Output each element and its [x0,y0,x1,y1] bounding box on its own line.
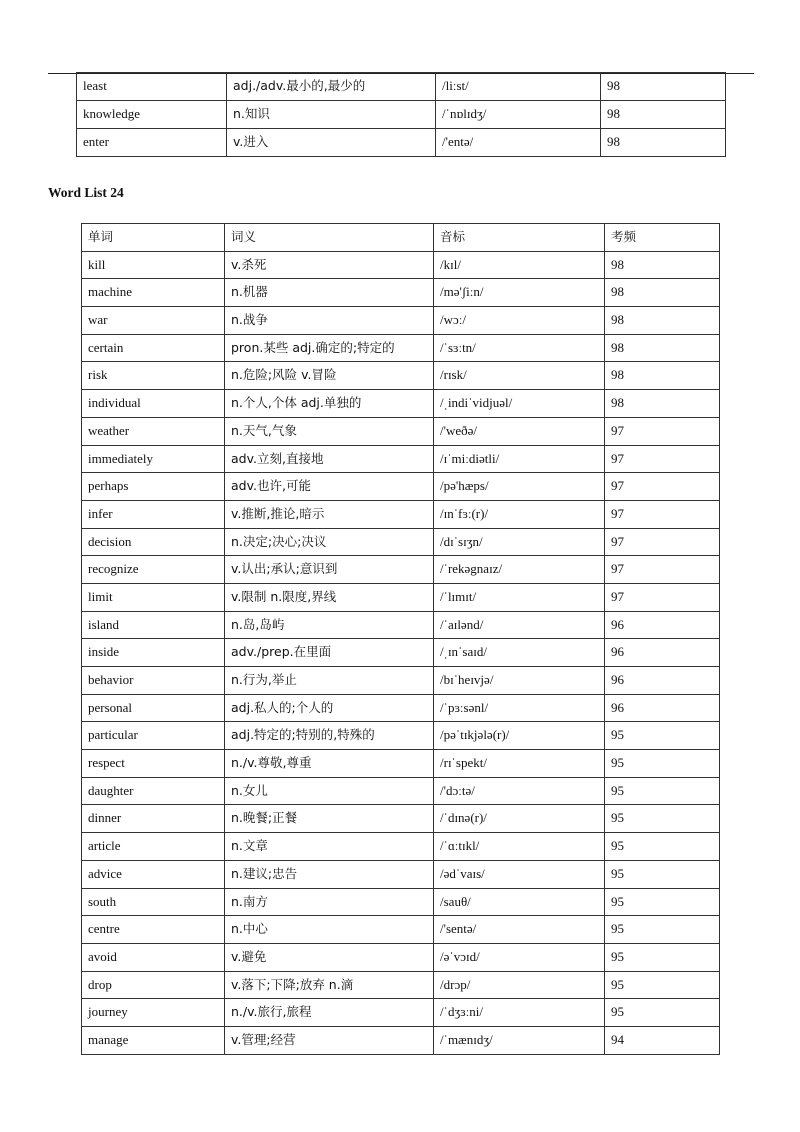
phonetic-cell: /rɪˈspekt/ [434,750,605,778]
word-cell: limit [82,583,225,611]
meaning-cell: v.管理;经营 [225,1026,434,1054]
table-row [82,971,720,999]
phonetic-cell: /ˈɑːtɪkl/ [434,833,605,861]
frequency-cell: 98 [605,279,720,307]
meaning-cell: n./v.旅行,旅程 [225,999,434,1027]
frequency-cell: 95 [605,833,720,861]
word-cell: personal [82,694,225,722]
table-row [82,362,720,390]
meaning-cell: pron.某些 adj.确定的;特定的 [225,334,434,362]
phonetic-cell: /drɔp/ [434,971,605,999]
word-cell: south [82,888,225,916]
phonetic-cell: /ˌindiˈvidjuəl/ [434,390,605,418]
phonetic-cell: /ədˈvaɪs/ [434,860,605,888]
table-row [82,334,720,362]
frequency-cell: 95 [605,722,720,750]
phonetic-cell: /ˈrekəgnaɪz/ [434,556,605,584]
phonetic-cell: /mə'ʃiːn/ [434,279,605,307]
table-row [82,473,720,501]
table-row [82,583,720,611]
table-row [82,417,720,445]
phonetic-cell: /'dɔːtə/ [434,777,605,805]
table-row [82,1026,720,1054]
frequency-cell: 98 [605,334,720,362]
table-row [82,307,720,335]
word-cell: decision [82,528,225,556]
table-row [77,129,726,157]
meaning-cell: v.避免 [225,943,434,971]
phonetic-cell: /dɪˈsɪʒn/ [434,528,605,556]
meaning-cell: n.南方 [225,888,434,916]
phonetic-cell: /ˈpɜːsənl/ [434,694,605,722]
frequency-cell: 98 [601,73,726,101]
frequency-cell: 97 [605,473,720,501]
header-meaning: 词义 [225,224,434,252]
phonetic-cell: /kɪl/ [434,251,605,279]
phonetic-cell: /pəˈtɪkjələ(r)/ [434,722,605,750]
meaning-cell: adj./adv.最小的,最少的 [227,73,436,101]
word-cell: dinner [82,805,225,833]
phonetic-cell: /liːst/ [436,73,601,101]
frequency-cell: 95 [605,943,720,971]
phonetic-cell: /ˈsɜːtn/ [434,334,605,362]
table-row [82,611,720,639]
frequency-cell: 98 [605,362,720,390]
meaning-cell: adj.私人的;个人的 [225,694,434,722]
meaning-cell: adv./prep.在里面 [225,639,434,667]
meaning-cell: v.认出;承认;意识到 [225,556,434,584]
table-row [82,528,720,556]
phonetic-cell: /ˈlɪmɪt/ [434,583,605,611]
frequency-cell: 96 [605,639,720,667]
frequency-cell: 96 [605,694,720,722]
word-cell: kill [82,251,225,279]
table-row [82,943,720,971]
word-cell: weather [82,417,225,445]
table-row [82,722,720,750]
word-cell: island [82,611,225,639]
phonetic-cell: /rɪsk/ [434,362,605,390]
phonetic-cell: /ˈnɒlɪdʒ/ [436,101,601,129]
vocab-table-continued [76,72,726,157]
table-row [82,694,720,722]
frequency-cell: 95 [605,777,720,805]
phonetic-cell: /'sentə/ [434,916,605,944]
word-cell: respect [82,750,225,778]
phonetic-cell: /ˈaɪlənd/ [434,611,605,639]
meaning-cell: n.行为,举止 [225,667,434,695]
word-cell: war [82,307,225,335]
frequency-cell: 97 [605,417,720,445]
word-cell: individual [82,390,225,418]
meaning-cell: n.女儿 [225,777,434,805]
table-row [82,916,720,944]
word-cell: recognize [82,556,225,584]
frequency-cell: 97 [605,583,720,611]
table-row [82,390,720,418]
frequency-cell: 97 [605,556,720,584]
word-cell: advice [82,860,225,888]
meaning-cell: n.晚餐;正餐 [225,805,434,833]
table-row [82,500,720,528]
word-cell: enter [77,129,227,157]
table-row [82,556,720,584]
table-row [82,750,720,778]
meaning-cell: n.知识 [227,101,436,129]
phonetic-cell: /ˈmænɪdʒ/ [434,1026,605,1054]
word-cell: immediately [82,445,225,473]
word-cell: certain [82,334,225,362]
meaning-cell: n./v.尊敬,尊重 [225,750,434,778]
table-row [77,73,726,101]
meaning-cell: n.机器 [225,279,434,307]
phonetic-cell: /ˈdʒɜːni/ [434,999,605,1027]
frequency-cell: 97 [605,528,720,556]
phonetic-cell: /'weðə/ [434,417,605,445]
table-row [82,667,720,695]
meaning-cell: v.进入 [227,129,436,157]
frequency-cell: 95 [605,916,720,944]
frequency-cell: 95 [605,860,720,888]
table-row [82,445,720,473]
word-cell: least [77,73,227,101]
phonetic-cell: /bɪˈheɪvjə/ [434,667,605,695]
meaning-cell: n.个人,个体 adj.单独的 [225,390,434,418]
word-cell: knowledge [77,101,227,129]
table-row [82,860,720,888]
word-cell: perhaps [82,473,225,501]
meaning-cell: adv.也许,可能 [225,473,434,501]
meaning-cell: v.落下;下降;放弃 n.滴 [225,971,434,999]
meaning-cell: n.文章 [225,833,434,861]
frequency-cell: 98 [601,101,726,129]
phonetic-cell: /ˌɪnˈsaɪd/ [434,639,605,667]
frequency-cell: 97 [605,500,720,528]
table-header-row [82,224,720,252]
word-cell: machine [82,279,225,307]
table-row [82,639,720,667]
meaning-cell: n.建议;忠告 [225,860,434,888]
table-row [82,833,720,861]
meaning-cell: v.限制 n.限度,界线 [225,583,434,611]
meaning-cell: n.危险;风险 v.冒险 [225,362,434,390]
table-row [82,888,720,916]
word-cell: article [82,833,225,861]
frequency-cell: 94 [605,1026,720,1054]
section-title: Word List 24 [48,185,124,200]
phonetic-cell: /əˈvɔɪd/ [434,943,605,971]
header-frequency: 考频 [605,224,720,252]
table-row [82,805,720,833]
frequency-cell: 95 [605,750,720,778]
meaning-cell: n.决定;决心;决议 [225,528,434,556]
meaning-cell: v.杀死 [225,251,434,279]
frequency-cell: 95 [605,971,720,999]
phonetic-cell: /'entə/ [436,129,601,157]
phonetic-cell: /wɔː/ [434,307,605,335]
vocab-table [81,223,720,1055]
meaning-cell: adv.立刻,直接地 [225,445,434,473]
phonetic-cell: /ɪˈmiːdiətli/ [434,445,605,473]
word-cell: particular [82,722,225,750]
table-row [82,777,720,805]
phonetic-cell: /ˈdɪnə(r)/ [434,805,605,833]
frequency-cell: 97 [605,445,720,473]
header-phonetic: 音标 [434,224,605,252]
frequency-cell: 95 [605,888,720,916]
header-word: 单词 [82,224,225,252]
word-cell: avoid [82,943,225,971]
frequency-cell: 96 [605,611,720,639]
frequency-cell: 98 [601,129,726,157]
frequency-cell: 98 [605,251,720,279]
meaning-cell: n.中心 [225,916,434,944]
word-cell: infer [82,500,225,528]
meaning-cell: v.推断,推论,暗示 [225,500,434,528]
word-cell: manage [82,1026,225,1054]
table-row [82,999,720,1027]
meaning-cell: n.岛,岛屿 [225,611,434,639]
frequency-cell: 95 [605,805,720,833]
meaning-cell: adj.特定的;特别的,特殊的 [225,722,434,750]
word-cell: risk [82,362,225,390]
word-cell: inside [82,639,225,667]
word-cell: drop [82,971,225,999]
word-cell: behavior [82,667,225,695]
word-cell: daughter [82,777,225,805]
phonetic-cell: /sauθ/ [434,888,605,916]
table-row [82,251,720,279]
meaning-cell: n.天气,气象 [225,417,434,445]
frequency-cell: 95 [605,999,720,1027]
frequency-cell: 98 [605,390,720,418]
meaning-cell: n.战争 [225,307,434,335]
word-cell: centre [82,916,225,944]
phonetic-cell: /ɪnˈfɜː(r)/ [434,500,605,528]
frequency-cell: 98 [605,307,720,335]
table-row [82,279,720,307]
table-row [77,101,726,129]
phonetic-cell: /pə'hæps/ [434,473,605,501]
word-cell: journey [82,999,225,1027]
frequency-cell: 96 [605,667,720,695]
